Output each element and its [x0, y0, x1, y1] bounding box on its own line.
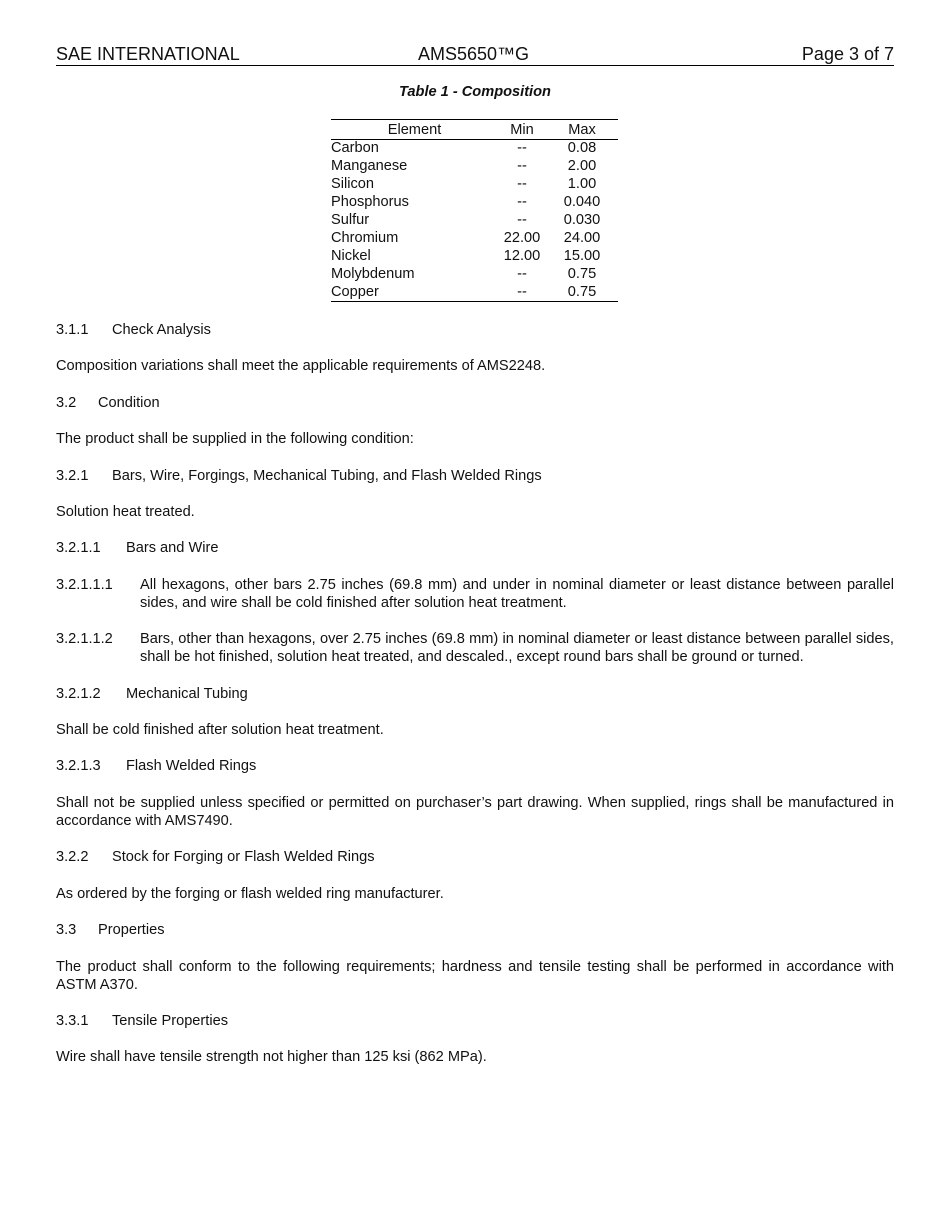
section-heading-3-2 [56, 394, 894, 412]
element-cell: Manganese [331, 158, 408, 175]
section-heading-3-3 [56, 921, 894, 939]
paragraph: Solution heat treated. [56, 504, 195, 520]
section-title: Flash Welded Rings [126, 758, 257, 774]
section-heading-3-2-1-1 [56, 539, 894, 557]
element-cell: Sulfur [331, 212, 370, 228]
max-cell: 0.08 [567, 140, 597, 157]
table-row [331, 247, 618, 265]
column-header-element: Element [387, 121, 442, 138]
section-title: Bars, Wire, Forgings, Mechanical Tubing, and Flash Welded Rings [112, 468, 542, 484]
table-row [331, 283, 618, 301]
section-heading-3-2-2 [56, 848, 894, 866]
paragraph: The product shall conform to the following requirements; hardness and tensile testing shall be performed in accordance with ASTM A370. [56, 959, 894, 993]
section-number: 3.3 [56, 922, 77, 938]
section-number: 3.2.1.2 [56, 686, 101, 702]
header-org: SAE INTERNATIONAL [56, 44, 240, 64]
max-cell: 24.00 [563, 229, 601, 246]
element-cell: Chromium [331, 229, 399, 246]
max-cell: 0.030 [563, 212, 601, 228]
clause-text: All hexagons, other bars 2.75 inches (69.8 mm) and under in nominal diameter or least distance between parallel sides, and wire shall be cold finished after solution heat treatment. [140, 577, 894, 611]
element-cell: Silicon [331, 176, 374, 193]
section-heading-3-1-1 [56, 321, 894, 339]
section-title: Properties [98, 922, 165, 938]
min-cell: -- [517, 176, 527, 193]
paragraph: The product shall be supplied in the following condition: [56, 431, 414, 447]
paragraph: Composition variations shall meet the applicable requirements of AMS2248. [56, 358, 546, 374]
table-row [331, 194, 618, 212]
max-cell: 15.00 [563, 247, 601, 264]
min-cell: -- [517, 140, 527, 157]
page-header [56, 43, 894, 66]
min-cell: -- [517, 194, 527, 211]
section-heading-3-2-1 [56, 467, 894, 485]
min-cell: -- [517, 283, 527, 300]
max-cell: 0.75 [567, 265, 597, 282]
min-cell: -- [517, 212, 527, 228]
section-heading-3-2-1-3 [56, 757, 894, 775]
header-page-number: Page 3 of 7 [801, 44, 894, 64]
table-row [331, 140, 618, 158]
paragraph: Shall not be supplied unless specified or permitted on purchaser’s part drawing. When supplied, rings shall be manufactured in accordance with AMS7490. [56, 795, 894, 829]
max-cell: 0.040 [563, 194, 601, 211]
section-number: 3.2.2 [56, 849, 89, 865]
max-cell: 1.00 [567, 176, 597, 193]
numbered-clause-3-2-1-1-1 [56, 576, 894, 612]
min-cell: -- [517, 158, 527, 175]
table-title: Table 1 - Composition [399, 84, 551, 100]
section-number: 3.3.1 [56, 1013, 89, 1029]
clause-text: Bars, other than hexagons, over 2.75 inches (69.8 mm) in nominal diameter or least distance between parallel sides, shall be hot finished, solution heat treated, and descaled., except round bars shall be ground or turned. [140, 631, 894, 665]
section-number: 3.2 [56, 395, 77, 411]
min-cell: -- [517, 265, 527, 282]
column-header-min: Min [510, 121, 534, 138]
element-cell: Molybdenum [331, 265, 415, 282]
column-header-max: Max [568, 121, 596, 138]
element-cell: Nickel [331, 247, 371, 264]
section-number: 3.2.1.3 [56, 758, 101, 774]
table-row [331, 229, 618, 247]
section-heading-3-3-1 [56, 1012, 894, 1030]
min-cell: 12.00 [503, 247, 541, 264]
section-number: 3.2.1.1 [56, 540, 101, 556]
table-row [331, 265, 618, 283]
section-title: Condition [98, 395, 160, 411]
section-title: Stock for Forging or Flash Welded Rings [112, 849, 375, 865]
element-cell: Phosphorus [331, 194, 409, 211]
header-doc-id: AMS5650™G [418, 44, 530, 64]
section-title: Check Analysis [112, 322, 211, 338]
table-header-row [331, 120, 618, 140]
section-title: Mechanical Tubing [126, 686, 248, 702]
section-title: Tensile Properties [112, 1013, 228, 1029]
min-cell: 22.00 [503, 229, 541, 246]
clause-number: 3.2.1.1.1 [56, 577, 113, 593]
section-title: Bars and Wire [126, 540, 219, 556]
composition-table [331, 119, 618, 302]
max-cell: 0.75 [567, 283, 597, 300]
table-row [331, 158, 618, 176]
section-heading-3-2-1-2 [56, 685, 894, 703]
section-number: 3.1.1 [56, 322, 89, 338]
table-row [331, 176, 618, 194]
section-number: 3.2.1 [56, 468, 89, 484]
element-cell: Carbon [331, 140, 379, 157]
paragraph: As ordered by the forging or flash welded ring manufacturer. [56, 886, 444, 902]
table-row [331, 212, 618, 230]
max-cell: 2.00 [567, 158, 597, 175]
paragraph: Wire shall have tensile strength not higher than 125 ksi (862 MPa). [56, 1049, 487, 1065]
clause-number: 3.2.1.1.2 [56, 631, 113, 647]
paragraph: Shall be cold finished after solution heat treatment. [56, 722, 384, 738]
numbered-clause-3-2-1-1-2 [56, 630, 894, 666]
element-cell: Copper [331, 283, 379, 300]
